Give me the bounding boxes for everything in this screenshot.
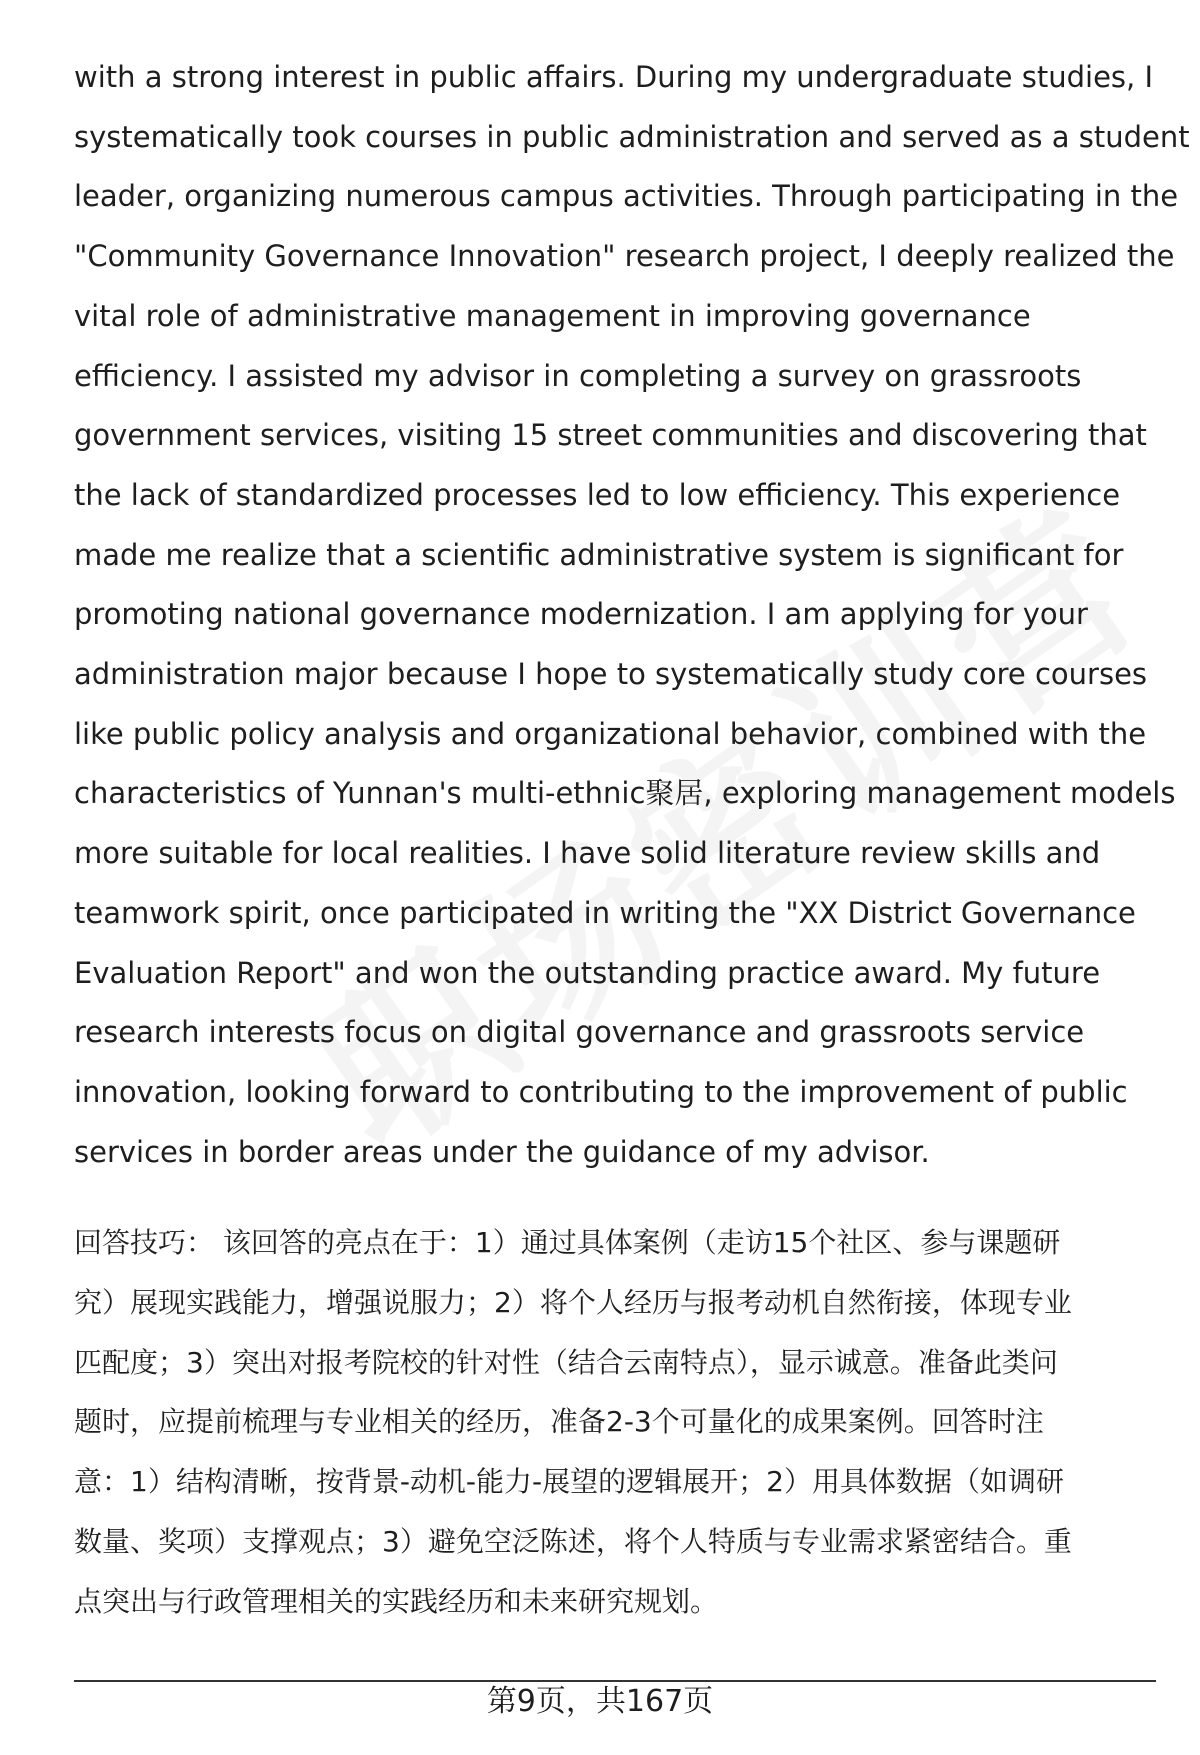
paragraph-line: efficiency. I assisted my advisor in completing a survey on grassroots (74, 358, 1082, 393)
answer-paragraph (74, 48, 1190, 1182)
page-number: 第9页，共167页 (486, 1684, 714, 1719)
tip-line: 题时，应提前梳理与专业相关的经历，准备2-3个可量化的成果案例。回答时注 (74, 1405, 1044, 1439)
answer-tips (74, 1213, 1164, 1631)
document-content (74, 48, 1190, 1631)
paragraph-line: the lack of standardized processes led to low efficiency. This experience (74, 477, 1121, 512)
paragraph-line: innovation, looking forward to contributing to the improvement of public (74, 1074, 1128, 1109)
tip-line: 回答技巧： 该回答的亮点在于：1）通过具体案例（走访15个社区、参与课题研 (74, 1226, 1061, 1260)
paragraph-line: made me realize that a scientific administrative system is significant for (74, 537, 1124, 572)
tip-line: 匹配度；3）突出对报考院校的针对性（结合云南特点），显示诚意。准备此类问 (74, 1345, 1058, 1379)
paragraph-line: characteristics of Yunnan's multi-ethnic聚居, exploring management models (74, 776, 1176, 811)
paragraph-line: teamwork spirit, once participated in writing the "XX District Governance (74, 895, 1136, 930)
tip-line: 究）展现实践能力，增强说服力；2）将个人经历与报考动机自然衔接，体现专业 (74, 1286, 1072, 1320)
paragraph-line: services in border areas under the guidance of my advisor. (74, 1134, 930, 1169)
paragraph-line: promoting national governance modernization. I am applying for your (74, 597, 1088, 632)
tip-line: 数量、奖项）支撑观点；3）避免空泛陈述，将个人特质与专业需求紧密结合。重 (74, 1524, 1072, 1558)
tip-line: 点突出与行政管理相关的实践经历和未来研究规划。 (74, 1584, 719, 1618)
paragraph-line: government services, visiting 15 street communities and discovering that (74, 418, 1147, 453)
paragraph-line: leader, organizing numerous campus activities. Through participating in the (74, 179, 1179, 214)
paragraph-line: vital role of administrative management in improving governance (74, 298, 1031, 333)
paragraph-line: like public policy analysis and organizational behavior, combined with the (74, 716, 1147, 751)
paragraph-line: "Community Governance Innovation" research project, I deeply realized the (74, 239, 1175, 274)
paragraph-line: administration major because I hope to systematically study core courses (74, 657, 1148, 692)
paragraph-line: more suitable for local realities. I have solid literature review skills and (74, 836, 1101, 871)
tip-line: 意：1）结构清晰，按背景-动机-能力-展望的逻辑展开；2）用具体数据（如调研 (74, 1465, 1064, 1499)
paragraph-line: with a strong interest in public affairs. During my undergraduate studies, I (74, 60, 1154, 94)
paragraph-line: research interests focus on digital governance and grassroots service (74, 1015, 1085, 1050)
paragraph-line: Evaluation Report" and won the outstanding practice award. My future (74, 955, 1101, 990)
paragraph-line: systematically took courses in public administration and served as a student (74, 119, 1190, 154)
